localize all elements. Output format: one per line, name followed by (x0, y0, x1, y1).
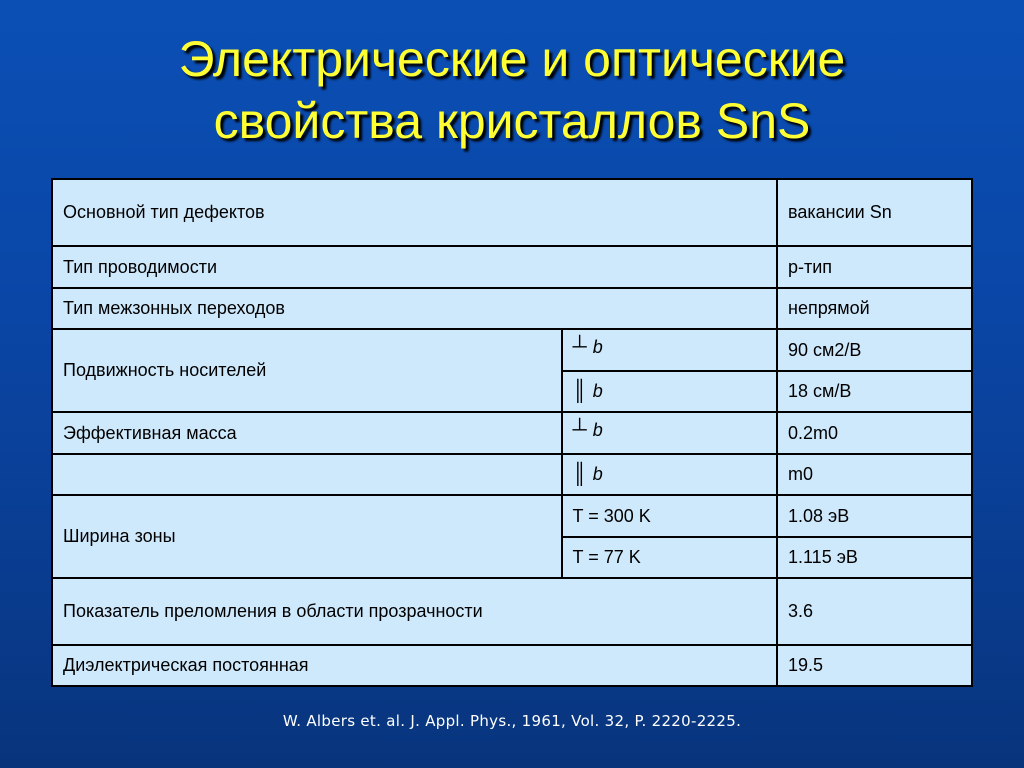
table-row (52, 246, 972, 288)
properties-table (51, 178, 973, 687)
row-value: 18 см/В (777, 371, 972, 412)
slide-title (0, 28, 1024, 152)
perpendicular-icon: ┴ (572, 419, 587, 441)
row-value: 3.6 (777, 578, 972, 645)
condition-cell (562, 454, 777, 495)
row-value: непрямой (777, 288, 972, 329)
perpendicular-icon: ┴ (572, 336, 587, 358)
table-row (52, 578, 972, 645)
row-value: 90 см2/В (777, 329, 972, 371)
slide-title-line-2: свойства кристаллов SnS (213, 93, 811, 149)
slide-title-line-1: Электрические и оптические (178, 31, 846, 87)
empty-cell (52, 454, 562, 495)
citation: W. Albers et. al. J. Appl. Phys., 1961, Vol. 32, P. 2220-2225. (282, 712, 742, 730)
condition-cell: T = 300 K (562, 495, 777, 537)
row-label: Основной тип дефектов (52, 179, 777, 246)
row-label: Показатель преломления в области прозрачности (52, 578, 777, 645)
table-row (52, 179, 972, 246)
table-row (52, 454, 972, 495)
row-label: Диэлектрическая постоянная (52, 645, 777, 686)
axis-variable: b (592, 337, 603, 357)
row-value: вакансии Sn (777, 179, 972, 246)
row-label: Ширина зоны (52, 495, 562, 578)
condition-cell (562, 329, 777, 371)
table-row (52, 288, 972, 329)
row-label: Подвижность носителей (52, 329, 562, 412)
condition-cell (562, 371, 777, 412)
parallel-icon: ║ (572, 463, 587, 485)
table-row (52, 495, 972, 537)
axis-variable: b (592, 464, 603, 484)
row-label: Тип межзонных переходов (52, 288, 777, 329)
table-row (52, 412, 972, 454)
row-value: m0 (777, 454, 972, 495)
table-row (52, 645, 972, 686)
row-value: 1.115 эВ (777, 537, 972, 578)
row-value: 19.5 (777, 645, 972, 686)
row-value: 0.2m0 (777, 412, 972, 454)
axis-variable: b (592, 381, 603, 401)
row-label: Тип проводимости (52, 246, 777, 288)
row-value: p-тип (777, 246, 972, 288)
condition-cell: T = 77 K (562, 537, 777, 578)
parallel-icon: ║ (572, 380, 587, 402)
row-label: Эффективная масса (52, 412, 562, 454)
axis-variable: b (592, 420, 603, 440)
condition-cell (562, 412, 777, 454)
row-value: 1.08 эВ (777, 495, 972, 537)
table-row (52, 329, 972, 371)
